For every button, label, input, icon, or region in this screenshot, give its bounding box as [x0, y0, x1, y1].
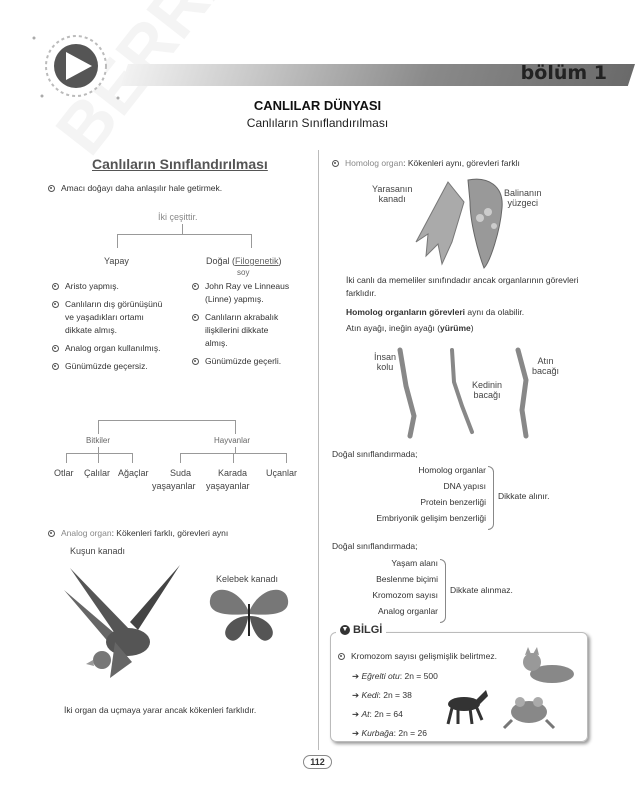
page-number-text: 112	[303, 755, 332, 769]
dogal-text: Doğal (	[206, 256, 236, 266]
species-name: Eğrelti otu	[361, 671, 400, 681]
list-item: Beslenme biçimi	[376, 574, 438, 584]
note-bold: Homolog organların görevleri	[346, 307, 466, 317]
homolog-item	[332, 157, 520, 170]
bullet-icon	[192, 358, 199, 365]
brace-icon	[488, 466, 494, 530]
list-item-text: Günümüzde geçersiz.	[65, 361, 148, 371]
label-line: Atın	[537, 356, 554, 366]
species-value: : 2n = 38	[378, 690, 412, 700]
list-item: Kromozom sayısı	[372, 590, 438, 600]
homolog-note: İki canlı da memeliler sınıfındadır ancak organlarının görevleri farklıdır.	[346, 275, 579, 298]
homolog-note-2	[346, 306, 524, 319]
natural-2-list	[336, 557, 438, 618]
limb-bones-image	[392, 346, 562, 440]
frog-image	[502, 692, 556, 730]
yapay-list	[52, 280, 172, 373]
label-line: kanadı	[378, 194, 406, 204]
bullet-icon	[52, 345, 59, 352]
tree-line	[98, 420, 236, 421]
horse-image	[438, 686, 490, 726]
eagle-image	[60, 560, 190, 690]
list-item	[352, 689, 438, 702]
tree-line	[117, 234, 118, 248]
brace-icon	[440, 559, 446, 623]
list-item	[52, 280, 172, 293]
species-value: : 2n = 500	[399, 671, 438, 681]
list-item	[192, 311, 312, 324]
bullet-icon	[332, 160, 339, 167]
list-item-text: Günümüzde geçerli.	[205, 356, 282, 366]
note-bold: yürüme	[440, 323, 471, 333]
aim-text: Amacı doğayı daha anlaşılır hale getirmek.	[61, 183, 223, 193]
tree-leaf: yaşayanlar	[152, 481, 196, 491]
tree-leaf: Ağaçlar	[118, 468, 149, 478]
species-value: : 2n = 26	[393, 728, 427, 738]
page-number	[0, 752, 635, 770]
tree-line	[98, 420, 99, 434]
analog-note: İki organ da uçmaya yarar ancak kökenleri farklıdır.	[64, 705, 257, 715]
tree-line	[117, 234, 252, 235]
species-name: At	[361, 709, 370, 719]
list-item	[352, 727, 438, 740]
chapter-label: bölüm 1	[520, 62, 607, 84]
list-item-text: almış.	[205, 338, 228, 348]
tree-line	[180, 453, 181, 463]
arrow-icon: ➔	[352, 671, 362, 681]
note-text: Atın ayağı, ineğin ayağı (	[346, 323, 441, 333]
species-value: : 2n = 64	[369, 709, 403, 719]
bullet-icon	[48, 185, 55, 192]
label-line: bacağı	[532, 366, 560, 376]
tree-leaf: Otlar	[54, 468, 74, 478]
list-item	[192, 280, 312, 293]
tree-line	[66, 453, 67, 463]
list-item-text: (Linne) yapmış.	[205, 294, 264, 304]
cat-image	[518, 646, 578, 686]
filogenetik-text: Filogenetik	[235, 256, 279, 266]
butterfly-image	[208, 586, 290, 642]
tree-line	[98, 453, 99, 463]
bullet-icon	[192, 314, 199, 321]
label-line: Yarasanın	[372, 184, 413, 194]
list-item: Analog organlar	[377, 606, 438, 616]
label-line: yüzgeci	[507, 198, 539, 208]
list-item-text: Canlıların akrabalık	[205, 312, 279, 322]
natural-1-result: Dikkate alınır.	[498, 491, 550, 501]
label-line: kolu	[376, 362, 394, 372]
list-item-text: ilişkilerini dikkate	[205, 325, 269, 335]
list-item-text: Aristo yapmış.	[65, 281, 119, 291]
list-item	[52, 360, 172, 373]
tree-leaf: yaşayanlar	[206, 481, 250, 491]
label-line: bacağı	[473, 390, 501, 400]
list-item-text: ve yaşadıkları ortamı	[65, 312, 144, 322]
info-box-title	[336, 624, 386, 636]
list-item: Homolog organlar	[418, 465, 486, 475]
chromosome-list	[352, 670, 438, 740]
bird-wing-label: Kuşun kanadı	[70, 546, 126, 556]
list-item	[192, 355, 312, 368]
list-item-text: dikkate almış.	[65, 325, 117, 335]
species-name: Kedi	[361, 690, 379, 700]
bat-wing-label	[372, 184, 412, 204]
natural-2-result: Dikkate alınmaz.	[450, 585, 513, 595]
bullet-icon	[52, 301, 59, 308]
tree-line	[286, 453, 287, 463]
analog-item	[48, 527, 228, 540]
tree-leaf: Uçanlar	[266, 468, 298, 478]
section-title: Canlıların Sınıflandırılması	[92, 156, 268, 172]
list-item: Embriyonik gelişim benzerliği	[376, 513, 486, 523]
homolog-text: : Kökenleri aynı, görevleri farklı	[403, 158, 520, 168]
tree-line	[235, 420, 236, 434]
aim-item	[48, 182, 222, 195]
bullet-icon	[338, 653, 345, 660]
tree-line	[66, 453, 132, 454]
natural-2-title: Doğal sınıflandırmada;	[332, 541, 418, 551]
bullet-icon	[52, 363, 59, 370]
list-item	[52, 298, 172, 311]
chevron-down-icon: ▼	[341, 626, 349, 634]
list-item	[352, 708, 438, 721]
tree-leaf: Çalılar	[84, 468, 111, 478]
column-divider	[318, 150, 319, 750]
tree-line	[233, 453, 234, 463]
bullet-icon	[192, 283, 199, 290]
arrow-icon: ➔	[352, 709, 362, 719]
species-name: Kurbağa	[361, 728, 394, 738]
arrow-icon: ➔	[352, 728, 362, 738]
tree-line	[132, 453, 133, 463]
label-line: Kedinin	[472, 380, 503, 390]
homolog-note-3	[346, 322, 474, 335]
page-title: CANLILAR DÜNYASI	[253, 98, 382, 113]
two-kinds-label: İki çeşittir.	[158, 212, 198, 222]
tree-line	[251, 234, 252, 248]
soy-note: soy	[237, 268, 250, 277]
dogal-label	[206, 256, 282, 266]
analog-text: : Kökenleri farklı, görevleri aynı	[111, 528, 229, 538]
yapay-label: Yapay	[104, 256, 129, 266]
bullet-icon	[52, 283, 59, 290]
list-item-text: Analog organ kullanılmış.	[65, 343, 161, 353]
list-item	[352, 670, 438, 683]
arrow-icon: ➔	[352, 690, 362, 700]
label-line: Balinanın	[504, 188, 542, 198]
note-text: )	[470, 323, 474, 333]
tree-line	[182, 224, 183, 234]
tree-leaf: Suda	[170, 468, 192, 478]
tree-leaf: Karada	[218, 468, 248, 478]
natural-1-list	[336, 464, 486, 525]
natural-1-title: Doğal sınıflandırmada;	[332, 449, 418, 459]
bullet-icon	[48, 530, 55, 537]
list-item-text: John Ray ve Linneaus	[205, 281, 290, 291]
list-item	[52, 342, 172, 355]
bat-whale-bones-image	[408, 172, 518, 272]
list-item-text: Canlıların dış görünüşünü	[65, 299, 163, 309]
analog-label: Analog organ	[61, 528, 112, 538]
list-item: DNA yapısı	[443, 481, 486, 491]
label-line: İnsan	[374, 352, 397, 362]
dogal-list	[192, 280, 312, 368]
page-subtitle: Canlıların Sınıflandırılması	[246, 116, 389, 130]
dogal-close: )	[278, 256, 282, 266]
info-lead	[338, 650, 497, 663]
homolog-label: Homolog organ	[345, 158, 404, 168]
list-item: Protein benzerliği	[420, 497, 486, 507]
list-item: Yaşam alanı	[391, 558, 438, 568]
info-lead-text: Kromozom sayısı gelişmişlik belirtmez.	[351, 651, 497, 661]
note-text: aynı da olabilir.	[465, 307, 525, 317]
butterfly-wing-label: Kelebek kanadı	[216, 574, 279, 584]
info-title-text: BİLGİ	[353, 624, 383, 636]
bitkiler-label: Bitkiler	[86, 436, 111, 445]
hayvanlar-label: Hayvanlar	[214, 436, 251, 445]
